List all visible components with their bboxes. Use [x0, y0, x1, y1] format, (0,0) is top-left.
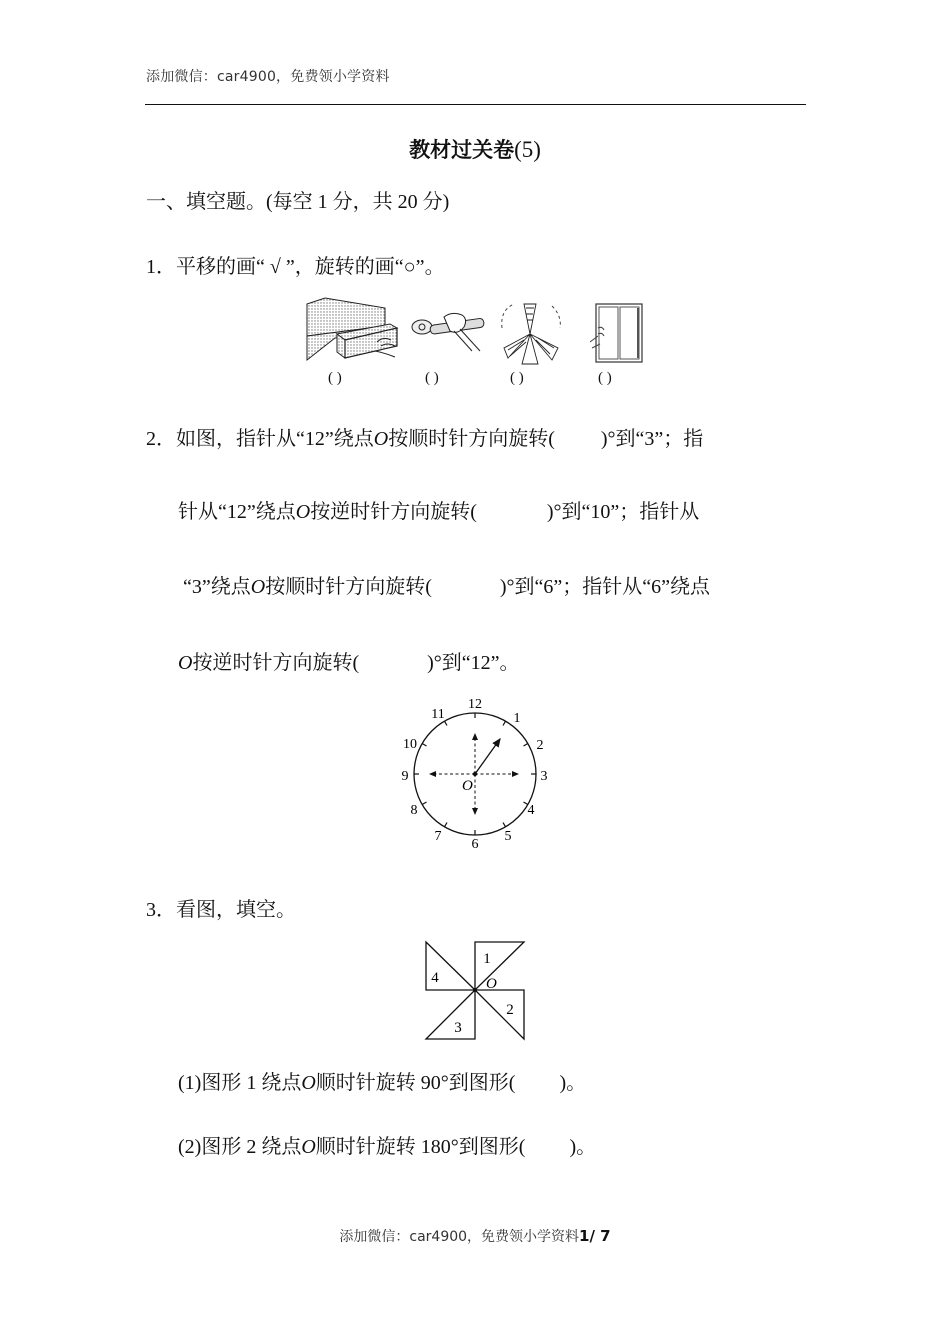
clock-number-10: 10	[403, 737, 417, 752]
question-1-number: 1．	[146, 256, 176, 278]
clock-number-5: 5	[504, 829, 512, 844]
question-3-sub-1	[178, 1066, 586, 1095]
text: 按顺时针方向旋转(	[265, 576, 432, 598]
clock-number-6: 6	[471, 837, 479, 850]
clock-number-12: 12	[468, 697, 482, 712]
drawer-image	[305, 296, 405, 366]
footer	[0, 1226, 950, 1246]
text: 按顺时针方向旋转(	[388, 428, 555, 450]
pinwheel-center-label: O	[486, 976, 497, 992]
footer-note: 添加微信：car4900，免费领小学资料	[339, 1229, 580, 1245]
text: 按逆时针方向旋转(	[310, 501, 477, 523]
question-3-number: 3．	[146, 899, 176, 921]
point-o-label: O	[301, 1136, 316, 1158]
question-2-line-1	[146, 422, 703, 451]
point-o-label: O	[373, 428, 389, 450]
answer-blank-drawer[interactable]: ( )	[328, 370, 342, 386]
wrench-image	[410, 305, 490, 355]
text: )。	[569, 1136, 597, 1158]
pinwheel-diagram	[420, 935, 530, 1045]
clock-hand-arrow	[475, 739, 500, 774]
clock-number-11: 11	[431, 707, 445, 722]
center-point	[473, 988, 477, 992]
text: )°到“12”。	[427, 652, 520, 674]
text: 顺时针旋转 90°到图形(	[315, 1072, 516, 1094]
text: “3”绕点	[183, 576, 251, 598]
triangle-label-1: 1	[483, 951, 491, 967]
text: 按逆时针方向旋转(	[192, 652, 360, 674]
triangle-3	[426, 990, 475, 1039]
text: (2)图形 2 绕点	[178, 1136, 302, 1158]
text: 如图，指针从“12”绕点	[176, 428, 374, 450]
question-2-line-3	[183, 570, 710, 599]
section-heading: 一、填空题。(每空 1 分，共 20 分)	[146, 191, 450, 213]
question-3-text: 看图，填空。	[176, 899, 296, 921]
sliding-window-image	[590, 302, 645, 367]
triangle-label-2: 2	[506, 1002, 514, 1018]
answer-blank-wrench[interactable]: ( )	[425, 370, 439, 386]
header-divider	[145, 104, 806, 105]
clock-number-7: 7	[434, 829, 442, 844]
question-1	[146, 250, 445, 279]
text: )°到“3”；指	[600, 428, 704, 450]
text: 针从“12”绕点	[178, 501, 296, 523]
triangle-label-3: 3	[454, 1020, 462, 1036]
text: )。	[559, 1072, 587, 1094]
fan-image	[498, 298, 563, 368]
answer-blank-window[interactable]: ( )	[598, 370, 612, 386]
clock-number-8: 8	[410, 803, 418, 818]
point-o-label: O	[178, 652, 193, 674]
page-title	[0, 134, 950, 164]
header-note: 添加微信：car4900，免费领小学资料	[146, 69, 390, 85]
text: )°到“6”；指针从“6”绕点	[499, 576, 711, 598]
text: 顺时针旋转 180°到图形(	[315, 1136, 526, 1158]
clock-diagram	[390, 690, 560, 850]
clock-number-1: 1	[513, 711, 521, 726]
clock-number-9: 9	[401, 769, 409, 784]
page-title-number: (5)	[514, 137, 541, 162]
question-3	[146, 893, 296, 922]
question-2-number: 2．	[146, 428, 176, 450]
answer-blank-fan[interactable]: ( )	[510, 370, 524, 386]
clock-center-label: O	[462, 778, 473, 794]
point-o-label: O	[295, 501, 311, 523]
clock-number-4: 4	[527, 803, 535, 818]
center-point	[473, 772, 477, 776]
triangle-label-4: 4	[431, 970, 439, 986]
clock-number-3: 3	[540, 769, 548, 784]
question-2-line-4	[178, 646, 520, 675]
question-1-answer-row	[0, 370, 950, 390]
triangle-2	[475, 990, 524, 1039]
question-1-text: 平移的画“ √ ”，旋转的画“○”。	[176, 256, 445, 278]
text: (1)图形 1 绕点	[178, 1072, 302, 1094]
page-title-text: 教材过关卷	[409, 138, 515, 162]
question-2-line-2	[178, 495, 699, 524]
question-3-sub-2	[178, 1130, 596, 1159]
text: )°到“10”；指针从	[546, 501, 700, 523]
clock-number-2: 2	[536, 738, 544, 753]
point-o-label: O	[250, 576, 266, 598]
page-number: 1/ 7	[579, 1227, 611, 1245]
point-o-label: O	[301, 1072, 316, 1094]
